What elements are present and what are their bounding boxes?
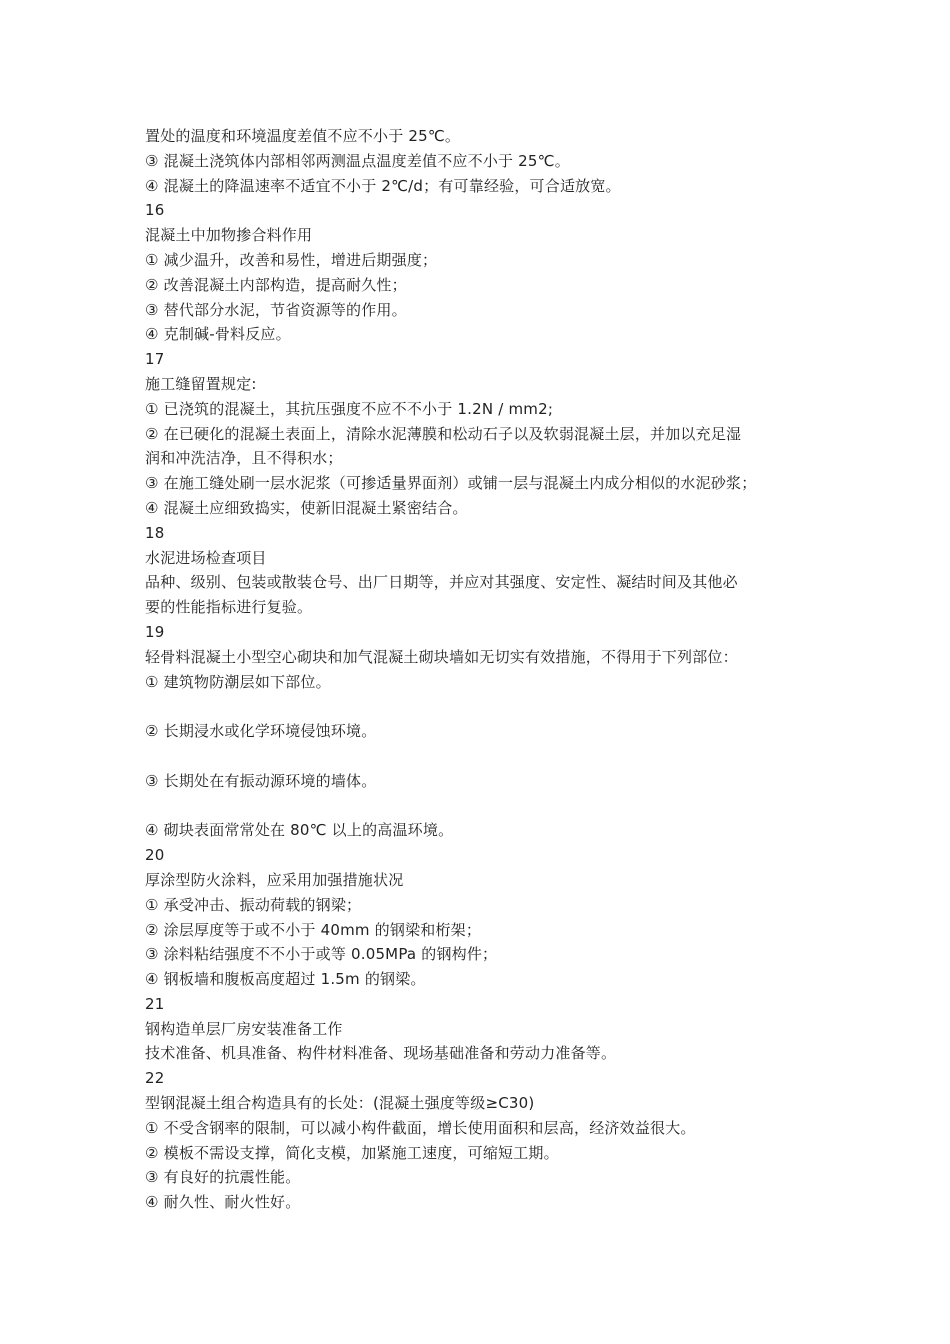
text-line: ② 改善混凝土内部构造，提高耐久性； — [145, 275, 407, 294]
text-line: ③ 混凝土浇筑体内部相邻两测温点温度差值不应不小于 25℃。 — [145, 151, 570, 170]
text-line: ④ 耐久性、耐火性好。 — [145, 1193, 301, 1212]
section-number: 19 — [145, 622, 165, 641]
text-line: ① 减少温升，改善和易性，增进后期强度； — [145, 250, 438, 269]
document-body — [145, 124, 825, 1215]
section-heading: 轻骨料混凝土小型空心砌块和加气混凝土砌块墙如无切实有效措施，不得用于下列部位： — [145, 647, 738, 666]
section-number: 20 — [145, 846, 165, 865]
text-line: ④ 克制碱-骨料反应。 — [145, 325, 291, 344]
text-line: ② 模板不需设支撑，简化支模，加紧施工速度，可缩短工期。 — [145, 1143, 559, 1162]
section-heading: 型钢混凝土组合构造具有的长处：(混凝土强度等级≥C30) — [145, 1094, 535, 1113]
text-line: 技术准备、机具准备、构件材料准备、现场基础准备和劳动力准备等。 — [145, 1044, 617, 1063]
section-heading: 钢构造单层厂房安装准备工作 — [145, 1019, 343, 1038]
section-number: 16 — [145, 201, 165, 220]
text-line: 要的性能指标进行复验。 — [145, 598, 313, 617]
section-heading: 厚涂型防火涂料，应采用加强措施状况 — [145, 870, 404, 889]
text-line: ② 在已硬化的混凝土表面上，清除水泥薄膜和松动石子以及软弱混凝土层，并加以充足湿 — [145, 424, 742, 443]
text-line: ④ 混凝土的降温速率不适宜不小于 2℃/d；有可靠经验，可合适放宽。 — [145, 176, 621, 195]
section-heading: 施工缝留置规定: — [145, 374, 257, 393]
text-line: ③ 替代部分水泥，节省资源等的作用。 — [145, 300, 407, 319]
text-line: ④ 砌块表面常常处在 80℃ 以上的高温环境。 — [145, 821, 454, 840]
text-line: ① 不受含钢率的限制，可以减小构件截面，增长使用面积和层高，经济效益很大。 — [145, 1118, 696, 1137]
text-line: 品种、级别、包装或散装仓号、出厂日期等，并应对其强度、安定性、凝结时间及其他必 — [145, 573, 738, 592]
section-number: 18 — [145, 523, 165, 542]
section-number: 21 — [145, 994, 165, 1013]
text-line: ③ 长期处在有振动源环境的墙体。 — [145, 771, 377, 790]
text-line: 置处的温度和环境温度差值不应不小于 25℃。 — [145, 127, 461, 145]
text-line: ③ 在施工缝处刷一层水泥浆（可掺适量界面剂）或铺一层与混凝土内成分相似的水泥砂浆； — [145, 474, 757, 493]
section-heading: 混凝土中加物掺合料作用 — [145, 226, 313, 245]
text-line: ② 长期浸水或化学环境侵蚀环境。 — [145, 722, 377, 741]
text-line: ② 涂层厚度等于或不小于 40mm 的钢梁和桁架； — [145, 920, 482, 939]
text-line: ① 承受冲击、振动荷载的钢梁； — [145, 895, 362, 914]
text-line: 润和冲洗洁净，且不得积水； — [145, 449, 343, 468]
blank-line — [145, 694, 825, 719]
text-line: ③ 涂料粘结强度不不小于或等 0.05MPa 的钢构件； — [145, 945, 498, 964]
text-line: ④ 钢板墙和腹板高度超过 1.5m 的钢梁。 — [145, 970, 426, 989]
text-line: ① 建筑物防潮层如下部位。 — [145, 672, 331, 691]
text-line: ① 已浇筑的混凝土，其抗压强度不应不不小于 1.2N / mm2; — [145, 399, 554, 418]
section-number: 17 — [145, 350, 165, 369]
blank-line — [145, 794, 825, 819]
text-line: ③ 有良好的抗震性能。 — [145, 1168, 301, 1187]
text-line: ④ 混凝土应细致捣实，使新旧混凝土紧密结合。 — [145, 498, 468, 517]
blank-line — [145, 744, 825, 769]
section-heading: 水泥进场检查项目 — [145, 548, 267, 567]
section-number: 22 — [145, 1069, 165, 1088]
